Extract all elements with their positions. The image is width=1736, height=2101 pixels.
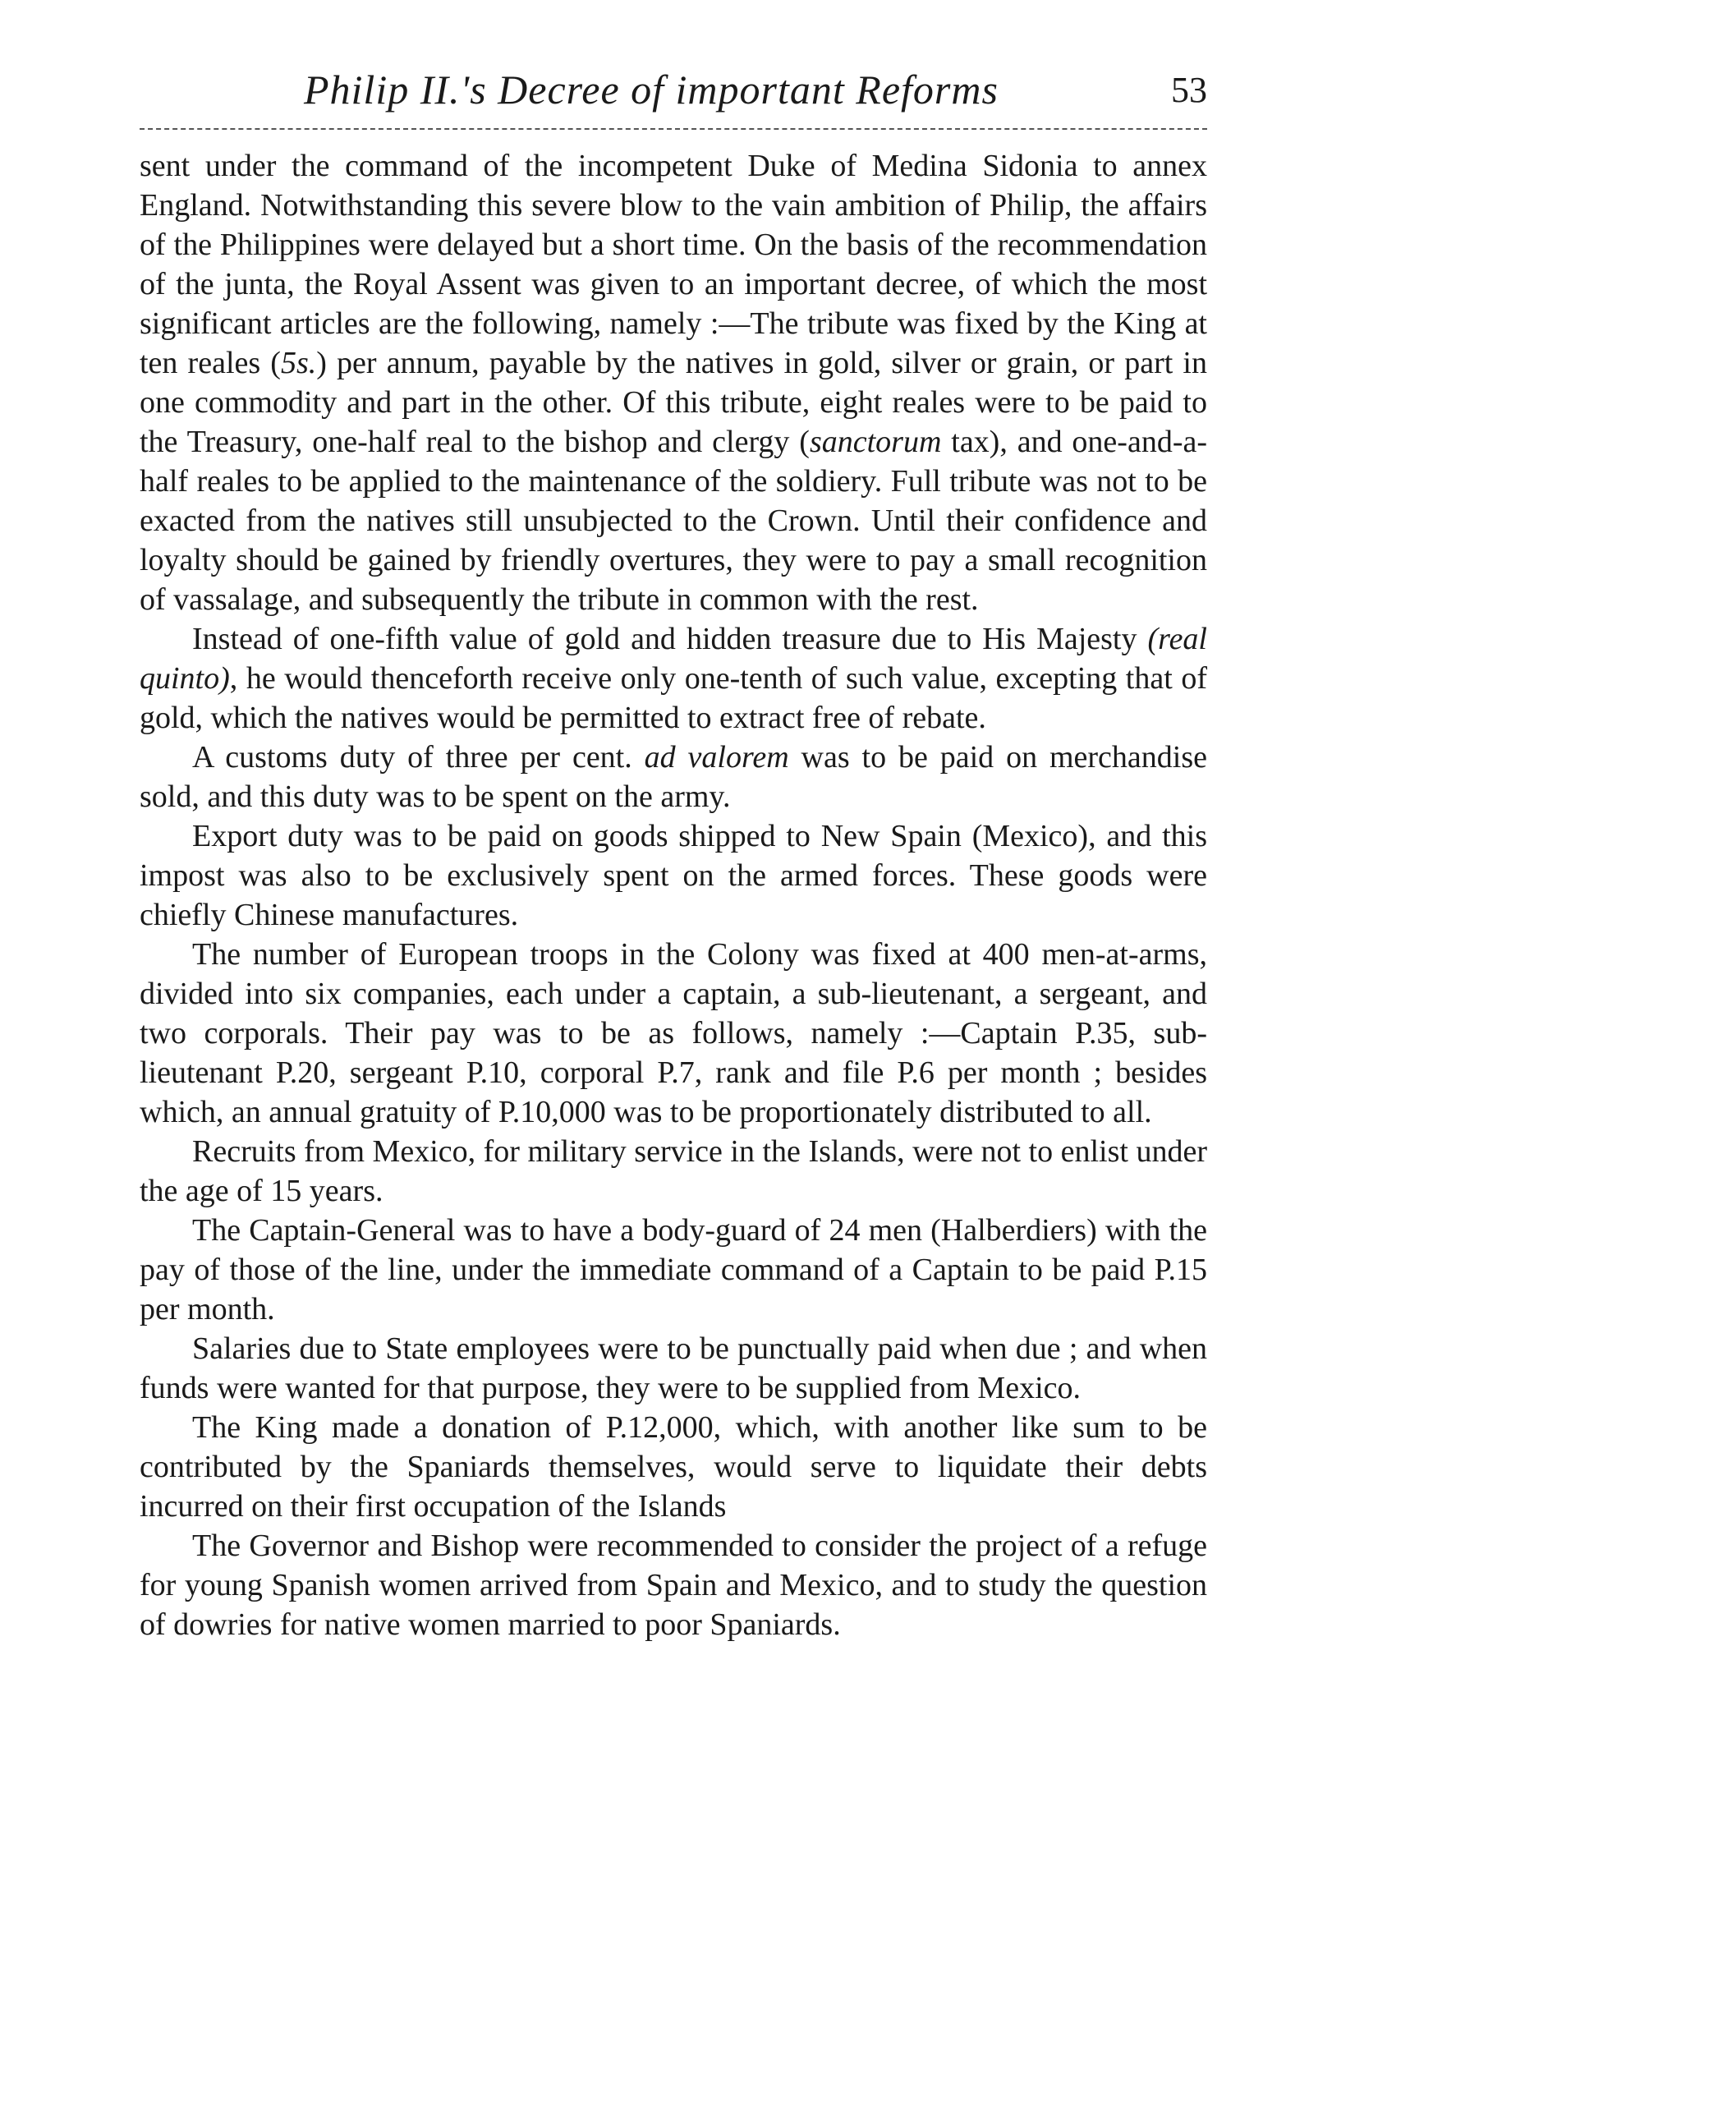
text-run: , he would thenceforth receive only one-tenth of such value, excepting that of gold, which the natives would be permitted to extract free of rebate. <box>140 661 1207 735</box>
paragraph <box>140 1329 1207 1408</box>
paragraph <box>140 1132 1207 1211</box>
text-run: tax), and one-and-a-half reales to be applied to the maintenance of the soldiery. Full tribute was not to be exacted from the natives still unsubjected to the Crown. Until their confidence and loyalty should be gained by friendly overtures, they were to pay a small recognition of vassalage, and subsequently the tribute in common with the rest. <box>140 425 1207 617</box>
paragraph <box>140 1526 1207 1644</box>
paragraph <box>140 935 1207 1132</box>
text-run-italic: ad valorem <box>644 740 789 775</box>
text-run: The Governor and Bishop were recommended to consider the project of a refuge for young Spanish women arrived from Spain and Mexico, and to study the question of dowries for native women married to poor Spaniards. <box>140 1529 1207 1642</box>
text-run: Export duty was to be paid on goods shipped to New Spain (Mexico), and this impost was also to be exclusively spent on the armed forces. These goods were chiefly Chinese manufactures. <box>140 819 1207 932</box>
paragraph <box>140 1408 1207 1526</box>
paragraph <box>140 1211 1207 1329</box>
paragraph <box>140 619 1207 738</box>
text-run: was to be paid on merchandise sold, and this duty was to be spent on the army. <box>140 740 1207 814</box>
body-text <box>140 146 1207 1644</box>
paragraph <box>140 146 1207 619</box>
text-run: Instead of one-fifth value of gold and hidden treasure due to His Majesty <box>192 622 1148 656</box>
text-run-italic: sanctorum <box>809 425 942 459</box>
text-run: sent under the command of the incompetent Duke of Medina Sidonia to annex England. Notwithstanding this severe blow to the vain ambition of Philip, the affairs of the Philippines were delayed but a short time. On the basis of the recommendation of the junta, the Royal Assent was given to an important decree, of which the most significant articles are the following, namely :—The tribute was fixed by the King at ten reales ( <box>140 149 1207 380</box>
text-run: ) per annum, payable by the natives in gold, silver or grain, or part in one commodity and part in the other. Of this tribute, eight reales were to be paid to the Treasury, one-half real to the bishop and clergy ( <box>140 346 1207 459</box>
paragraph <box>140 816 1207 935</box>
text-run: The King made a donation of P.12,000, which, with another like sum to be contributed by the Spaniards themselves, would serve to liquidate their debts incurred on their first occupation of the Islands <box>140 1410 1207 1524</box>
page-header <box>140 57 1207 131</box>
paragraph <box>140 738 1207 816</box>
book-page <box>140 57 1207 1642</box>
page-number: 53 <box>1171 70 1207 110</box>
running-title: Philip II.'s Decree of important Reforms <box>304 67 999 113</box>
text-run: A customs duty of three per cent. <box>192 740 645 775</box>
text-run: The number of European troops in the Colony was fixed at 400 men-at-arms, divided into six companies, each under a captain, a sub-lieutenant, a sergeant, and two corporals. Their pay was to be as follows, namely :—Captain P.35, sub-lieutenant P.20, sergeant P.10, corporal P.7, rank and file P.6 per month ; besides which, an annual gratuity of P.10,000 was to be proportionately distributed to all. <box>140 937 1207 1129</box>
text-run-italic: 5s. <box>280 346 317 380</box>
text-run-italic: (real quinto) <box>140 622 1207 696</box>
header-rule <box>140 128 1207 130</box>
text-run: Salaries due to State employees were to be punctually paid when due ; and when funds were wanted for that purpose, they were to be supplied from Mexico. <box>140 1331 1207 1405</box>
text-run: Recruits from Mexico, for military service in the Islands, were not to enlist under the age of 15 years. <box>140 1134 1207 1208</box>
text-run: The Captain-General was to have a body-guard of 24 men (Halberdiers) with the pay of those of the line, under the immediate command of a Captain to be paid P.15 per month. <box>140 1213 1207 1326</box>
